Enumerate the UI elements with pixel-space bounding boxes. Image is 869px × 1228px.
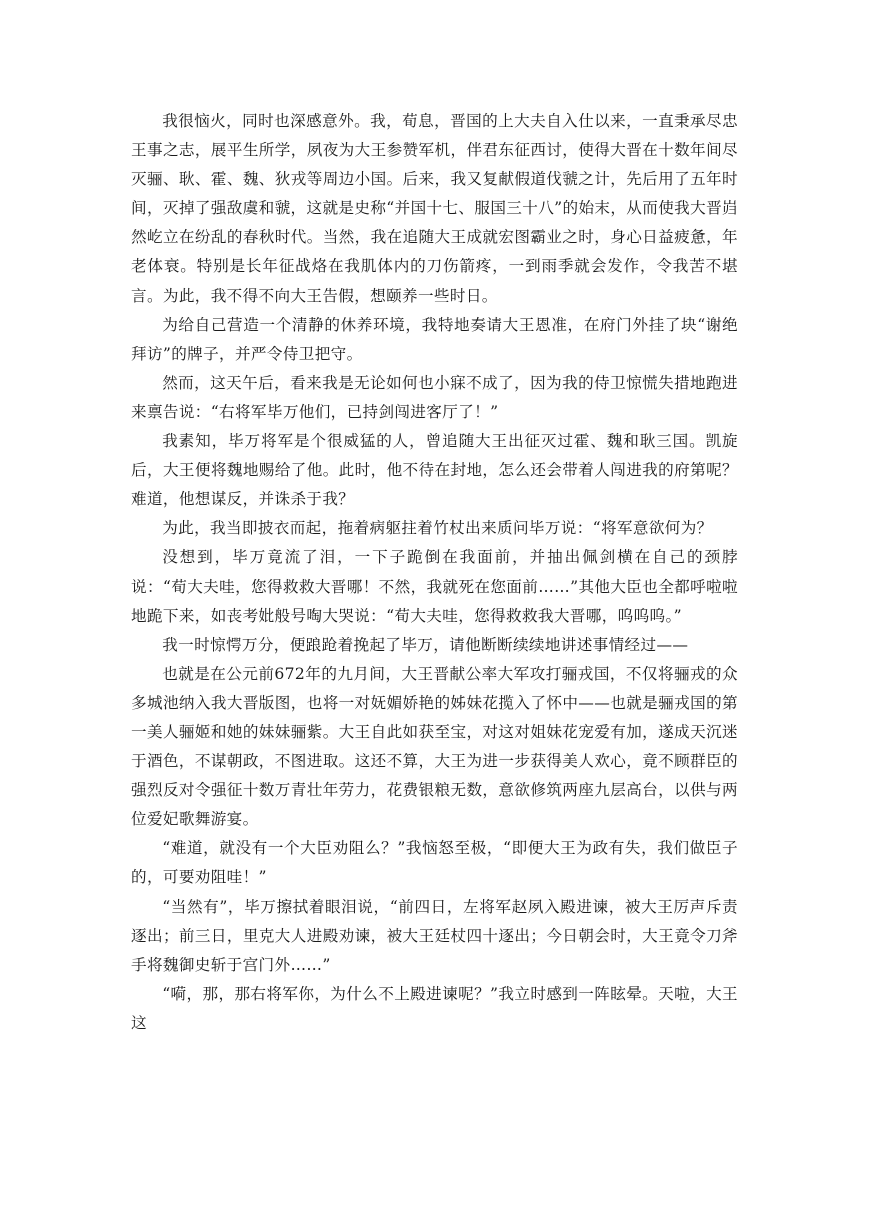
paragraph-11: “嗬，那，那右将军你，为什么不上殿进谏呢？”我立时感到一阵眩晕。天啦，大王这 bbox=[131, 984, 738, 1032]
paragraph-8: 也就是在公元前672年的九月间，大王晋献公率大军攻打骊戎国，不仅将骊戎的众多城池纳入我大晋版图，也将一对妩媚娇艳的姊妹花揽入了怀中——也就是骊戎国的第一美人骊姬和她的妹妹骊紫。大王自此如获至宝，对这对姐妹花宠爱有加，遂成天沉迷于酒色，不谋朝政，不图进取。这还不算，大王为进一步获得美人欢心，竟不顾群臣的强烈反对令强征十数万青壮年劳力，花费银粮无数，意欲修筑两座九层高台，以供与两位爱妃歌舞游宴。 bbox=[131, 664, 738, 829]
paragraph-7: 我一时惊愕万分，便踉跄着挽起了毕万，请他断断续续地讲述事情经过—— bbox=[162, 635, 689, 654]
paragraph-1: 我很恼火，同时也深感意外。我，荀息，晋国的上大夫自入仕以来，一直秉承尽忠王事之志，展平生所学，夙夜为大王参赞军机，伴君东征西讨，使得大晋在十数年间尽灭骊、耿、霍、魏、狄戎等周边小国。后来，我又复献假道伐虢之计，先后用了五年时间，灭掉了强敌虞和虢，这就是史称“并国十七、服国三十八”的始末，从而使我大晋岿然屹立在纷乱的春秋时代。当然，我在追随大王成就宏图霸业之时，身心日益疲惫，年老体衰。特别是长年征战烙在我肌体内的刀伤箭疼，一到雨季就会发作，令我苦不堪言。为此，我不得不向大王告假，想颐养一些时日。 bbox=[131, 112, 738, 305]
paragraph-6: 没想到，毕万竟流了泪，一下子跪倒在我面前，并抽出佩剑横在自己的颈脖说：“荀大夫哇，您得救救大晋哪！不然，我就死在您面前……”其他大臣也全都呼啦啦地跪下来，如丧考妣般号啕大哭说：“荀大夫哇，您得救救我大晋哪，呜呜呜。” bbox=[131, 548, 738, 625]
paragraph-10: “当然有”，毕万擦拭着眼泪说，“前四日，左将军赵夙入殿进谏，被大王厉声斥责逐出；前三日，里克大人进殿劝谏，被大王廷杖四十逐出；今日朝会时，大王竟令刀斧手将魏御史斩于宫门外……” bbox=[131, 897, 738, 974]
paragraph-4: 我素知，毕万将军是个很威猛的人，曾追随大王出征灭过霍、魏和耿三国。凯旋后，大王便将魏地赐给了他。此时，他不待在封地，怎么还会带着人闯进我的府第呢？难道，他想谋反，并诛杀于我？ bbox=[131, 432, 738, 509]
paragraph-5: 为此，我当即披衣而起，拖着病躯拄着竹杖出来质问毕万说：“将军意欲何为？ bbox=[162, 519, 713, 538]
paragraph-3: 然而，这天午后，看来我是无论如何也小寐不成了，因为我的侍卫惊慌失措地跑进来禀告说：“右将军毕万他们，已持剑闯进客厅了！” bbox=[131, 373, 738, 421]
paragraph-9: “难道，就没有一个大臣劝阻么？”我恼怒至极，“即便大王为政有失，我们做臣子的，可要劝阻哇！” bbox=[131, 839, 738, 887]
document-body bbox=[131, 107, 738, 1038]
paragraph-2: 为给自己营造一个清静的休养环境，我特地奏请大王恩准，在府门外挂了块“谢绝拜访”的牌子，并严令侍卫把守。 bbox=[131, 315, 738, 363]
